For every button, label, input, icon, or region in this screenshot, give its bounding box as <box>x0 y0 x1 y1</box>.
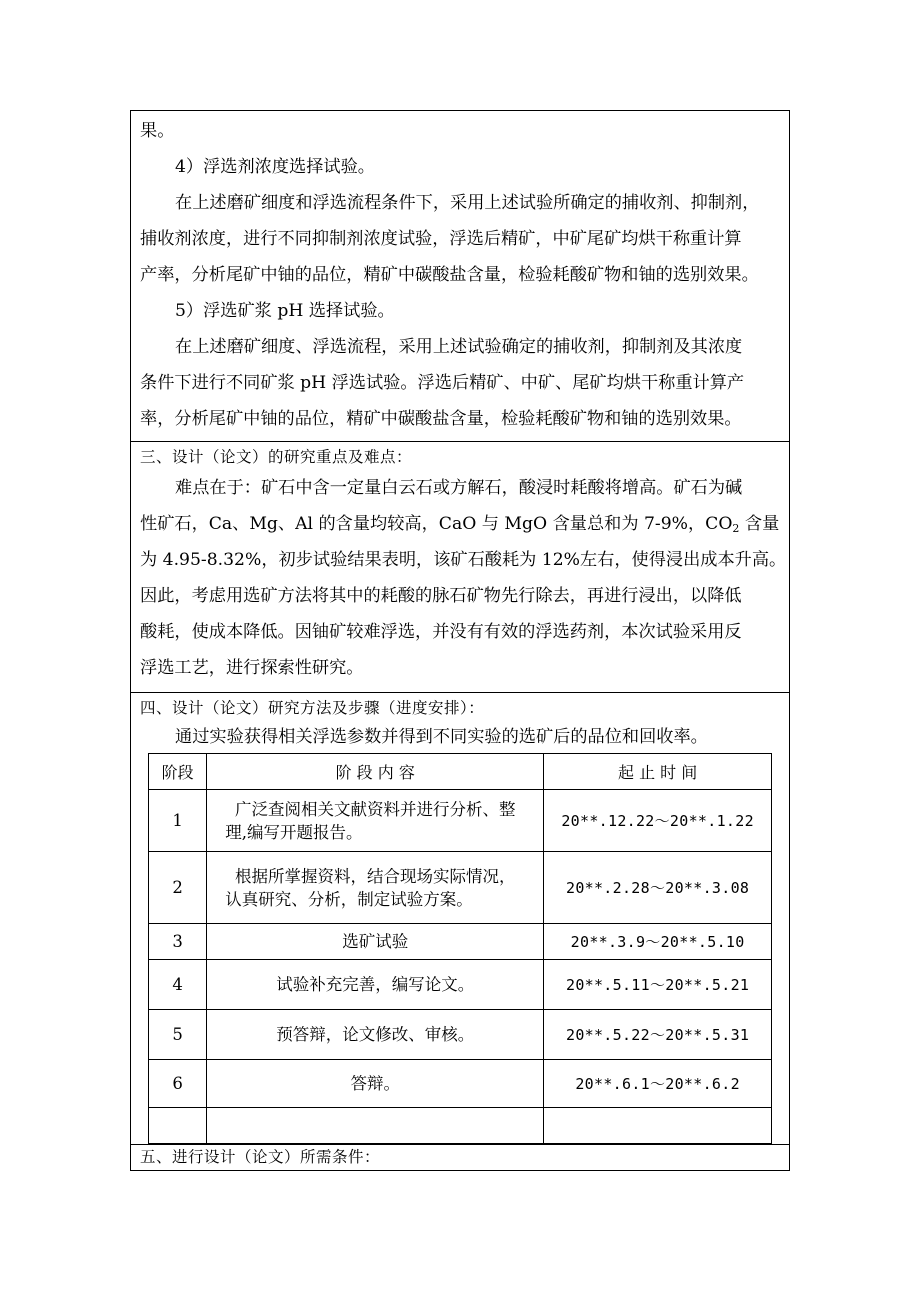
paragraph-line: 难点在于：矿石中含一定量白云石或方解石，酸浸时耗酸将增高。矿石为碱 <box>175 478 743 498</box>
intro-text: 通过实验获得相关浮选参数并得到不同实验的选矿后的品位和回收率。 <box>175 727 708 747</box>
content-cell: 选矿试验 <box>207 924 544 960</box>
stage-cell <box>149 1108 207 1144</box>
paragraph-line: 在上述磨矿细度、浮选流程，采用上述试验确定的捕收剂，抑制剂及其浓度 <box>175 337 743 357</box>
section-key-difficulties <box>131 442 789 693</box>
content-cell: 广泛查阅相关文献资料并进行分析、整 理,编写开题报告。 <box>207 790 544 852</box>
paragraph-line: 在上述磨矿细度和浮选流程条件下，采用上述试验所确定的捕收剂、抑制剂， <box>175 193 760 213</box>
paragraph-line: 因此，考虑用选矿方法将其中的耗酸的脉石矿物先行除去，再进行浸出，以降低 <box>140 586 742 606</box>
stage-cell: 4 <box>149 960 207 1010</box>
table-row <box>149 852 772 924</box>
header-content: 阶 段 内 容 <box>207 754 544 790</box>
section-required-conditions <box>131 1145 789 1170</box>
content-cell: 根据所掌握资料，结合现场实际情况， 认真研究、分析，制定试验方案。 <box>207 852 544 924</box>
paragraph-line: 捕收剂浓度，进行不同抑制剂浓度试验，浮选后精矿，中矿尾矿均烘干称重计算 <box>140 229 742 249</box>
stage-cell: 5 <box>149 1010 207 1060</box>
table-row <box>149 1010 772 1060</box>
content-cell <box>207 1108 544 1144</box>
paragraph-line: 条件下进行不同矿浆 pH 浮选试验。浮选后精矿、中矿、尾矿均烘干称重计算产 <box>140 373 745 393</box>
paragraph-line: 产率，分析尾矿中铀的品位，精矿中碳酸盐含量，检验耗酸矿物和铀的选别效果。 <box>140 265 759 285</box>
time-cell: 20**.5.22～20**.5.31 <box>544 1010 772 1060</box>
stage-cell: 2 <box>149 852 207 924</box>
time-cell: 20**.12.22～20**.1.22 <box>544 790 772 852</box>
section-heading: 四、设计（论文）研究方法及步骤（进度安排）： <box>140 699 485 717</box>
table-row <box>149 960 772 1010</box>
subheading-ph-selection: 5）浮选矿浆 pH 选择试验。 <box>175 301 395 321</box>
table-row-empty <box>149 1108 772 1144</box>
subheading-reagent-concentration: 4）浮选剂浓度选择试验。 <box>175 157 375 177</box>
stage-cell: 1 <box>149 790 207 852</box>
paragraph-line: 浮选工艺，进行探索性研究。 <box>140 658 364 678</box>
paragraph-line: 酸耗，使成本降低。因铀矿较难浮选，并没有有效的浮选药剂，本次试验采用反 <box>140 622 742 642</box>
table-row <box>149 790 772 852</box>
content-cell: 预答辩，论文修改、审核。 <box>207 1010 544 1060</box>
stage-cell: 3 <box>149 924 207 960</box>
time-cell: 20**.6.1～20**.6.2 <box>544 1060 772 1108</box>
section-heading: 五、进行设计（论文）所需条件： <box>140 1148 381 1166</box>
header-stage: 阶段 <box>149 754 207 790</box>
section-heading: 三、设计（论文）的研究重点及难点： <box>140 448 413 466</box>
table-row <box>149 1060 772 1108</box>
time-cell: 20**.5.11～20**.5.21 <box>544 960 772 1010</box>
paragraph-line: 率，分析尾矿中铀的品位，精矿中碳酸盐含量，检验耗酸矿物和铀的选别效果。 <box>140 409 742 429</box>
table-header-row <box>149 754 772 790</box>
schedule-table <box>148 753 772 1144</box>
content-cell: 答辩。 <box>207 1060 544 1108</box>
proposal-form-frame <box>130 110 790 1171</box>
section-methods-schedule <box>131 693 789 1145</box>
time-cell <box>544 1108 772 1144</box>
paragraph-line: 为 4.95-8.32%，初步试验结果表明，该矿石酸耗为 12%左右，使得浸出成本升高。 <box>140 550 787 570</box>
section-experiments-continued <box>131 111 789 442</box>
time-cell: 20**.3.9～20**.5.10 <box>544 924 772 960</box>
time-cell: 20**.2.28～20**.3.08 <box>544 852 772 924</box>
paragraph-line: 性矿石，Ca、Mg、Al 的含量均较高，CaO 与 MgO 含量总和为 7-9%，$CO_2$ 含量 <box>140 514 780 535</box>
stage-cell: 6 <box>149 1060 207 1108</box>
content-cell: 试验补充完善，编写论文。 <box>207 960 544 1010</box>
table-row <box>149 924 772 960</box>
header-time: 起 止 时 间 <box>544 754 772 790</box>
paragraph-line: 果。 <box>140 121 175 141</box>
